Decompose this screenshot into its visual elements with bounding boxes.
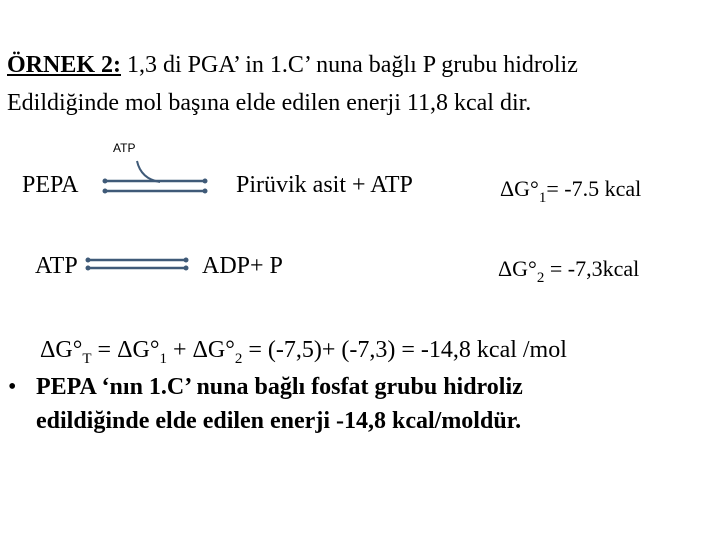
total-eq-part-4: = (-7,5)+ (-7,3) = -14,8 kcal /mol [242, 337, 567, 363]
total-dg-2-subscript: 2 [234, 351, 243, 367]
reaction2-dg-prefix: ΔG° [498, 256, 537, 281]
reaction2-products: ADP+ P [202, 253, 283, 279]
reaction1-atp-label: ATP [113, 141, 136, 155]
reaction1-dg-value: = -7.5 kcal [546, 176, 642, 201]
example-line-2: Edildiğinde mol başına elde edilen enerji 11,8 kcal dir. [7, 90, 532, 116]
total-eq-part-3: + ΔG° [166, 337, 235, 363]
reaction1-arrow [103, 161, 208, 194]
bullet-line-2: edildiğinde elde edilen enerji -14,8 kcal/moldür. [36, 408, 522, 434]
bullet-symbol: • [8, 374, 17, 400]
reaction1-reactant: PEPA [22, 172, 79, 198]
reaction2-dg-value: = -7,3kcal [544, 256, 640, 281]
reaction1-delta-g [500, 176, 642, 206]
reaction2-reactant: ATP [35, 253, 78, 279]
total-equation [40, 337, 567, 367]
example-heading: ÖRNEK 2: [7, 52, 121, 78]
total-dg-t-prefix: ΔG° [40, 337, 83, 363]
reaction2-dg-subscript: 2 [536, 270, 545, 286]
reaction1-products: Pirüvik asit + ATP [236, 172, 413, 198]
reaction2-arrow [86, 258, 189, 271]
total-dg-1-subscript: 1 [159, 351, 167, 367]
bullet-line-1: PEPA ‘nın 1.C’ nuna bağlı fosfat grubu hidroliz [36, 374, 523, 400]
total-eq-part-2: = ΔG° [91, 337, 160, 363]
example-line-1-text: 1,3 di PGA’ in 1.C’ nuna bağlı P grubu hidroliz [121, 52, 578, 78]
reaction1-dg-prefix: ΔG° [500, 176, 539, 201]
total-dg-t-subscript: T [82, 351, 92, 367]
reaction1-dg-subscript: 1 [538, 190, 547, 206]
reaction2-delta-g [498, 256, 640, 286]
